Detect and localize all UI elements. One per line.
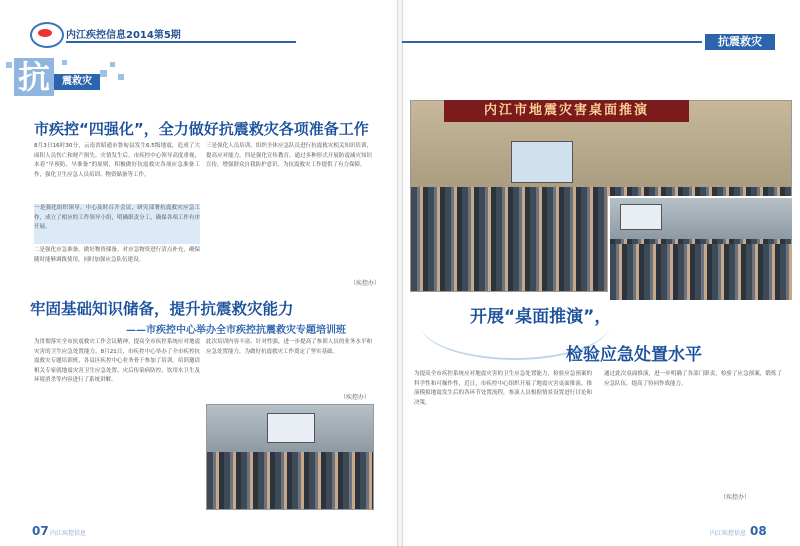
magazine-title: 内江疾控信息2014第5期	[66, 30, 181, 41]
decor-square	[118, 74, 124, 80]
article1-column1-para3: 二是强化应急准备。做好物资储备，对应急物资进行清点补充，确保随时能够调拨使用，同时加强应急队伍建设。	[34, 247, 200, 263]
article2-column1: 为贯彻落实全市抗震救灾工作会议精神，提高全市疾控系统应对地震灾害的卫生应急处置能力，8月21日，市疾控中心举办了全市疾控抗震救灾专题培训班，各县区疾控中心业务骨干参加了培训。培训邀请相关专家就地震灾害卫生应急处置、灾后传染病防控、饮用水卫生及环境消杀等内容进行了系统讲解。	[34, 339, 200, 384]
spine	[397, 0, 403, 546]
right-column2: 通过此次桌面推演，进一步明确了各部门职责，检验了应急预案，锻炼了应急队伍，提高了协同作战能力。	[604, 371, 782, 387]
section-subtag: 震救灾	[54, 74, 100, 90]
article1-title: 市疾控“四强化”，全力做好抗震救灾各项准备工作	[34, 120, 369, 138]
decor-square	[62, 60, 67, 65]
decor-square	[110, 62, 115, 67]
right-byline: （疾控办）	[720, 494, 751, 501]
training-photo	[206, 404, 374, 510]
article2-subtitle: ——市疾控中心举办全市疾控抗震救灾专题培训班	[126, 325, 346, 336]
article1-column1: 8月3日16时30分，云南省昭通市鲁甸县发生6.5级地震，造成了大面积人员伤亡和财产损失。灾情发生后，市疾控中心领导高度重视，本着“早预防、早准备”的原则，积极做好抗震救灾各项应急准备工作，强化卫生应急人员培训、物资储备等工作。	[34, 143, 200, 178]
article1-column2: 三是强化人员培训。组织全体应急队员进行抗震救灾相关知识培训，提高应对能力。四是强化宣传教育。通过多种形式开展防震减灾知识宣传，增强群众自我防护意识，为抗震救灾工作提供了有力保障。	[206, 143, 372, 169]
article2-column2: 此次培训内容丰富、针对性强，进一步提高了参训人员的业务水平和应急处置能力，为做好抗震救灾工作奠定了坚实基础。	[206, 339, 372, 355]
article1-byline: （疾控办）	[350, 280, 381, 287]
right-column1: 为提高全市疾控系统应对地震灾害的卫生应急处置能力，检验应急预案的科学性和可操作性，近日，市疾控中心组织开展了地震灾害桌面推演。推演模拟地震发生后的各环节处置流程，参演人员根据情景设置进行讨论和决策。	[414, 371, 592, 406]
decor-square	[6, 62, 12, 68]
footer-note-right: 内江疾控信息	[710, 530, 747, 537]
header-rule	[66, 41, 296, 43]
section-tag: 抗震救灾	[705, 34, 775, 50]
drill-banner: 内江市地震灾害桌面推演	[444, 100, 689, 122]
section-glyph: 抗	[14, 58, 54, 96]
page-number-right: 08	[750, 524, 767, 538]
header-rule	[402, 41, 702, 43]
drill-photo-inset	[608, 196, 794, 302]
article2-title: 牢固基础知识储备，提升抗震救灾能力	[30, 300, 294, 318]
footer-note-left: 内江疾控信息	[50, 530, 87, 537]
right-title-line2: 检验应急处置水平	[566, 345, 702, 365]
right-title-line1: 开展“桌面推演”，	[470, 307, 612, 327]
magazine-logo-icon	[30, 22, 64, 48]
page-number-left: 07	[32, 524, 49, 538]
decor-square	[100, 70, 107, 77]
article1-column1-para2: 一是强化组织领导。中心及时召开会议，研究部署抗震救灾应急工作，成立了相应的工作领导小组，明确职责分工，确保各项工作有序开展。	[34, 204, 200, 244]
article2-byline: （疾控办）	[340, 394, 371, 401]
